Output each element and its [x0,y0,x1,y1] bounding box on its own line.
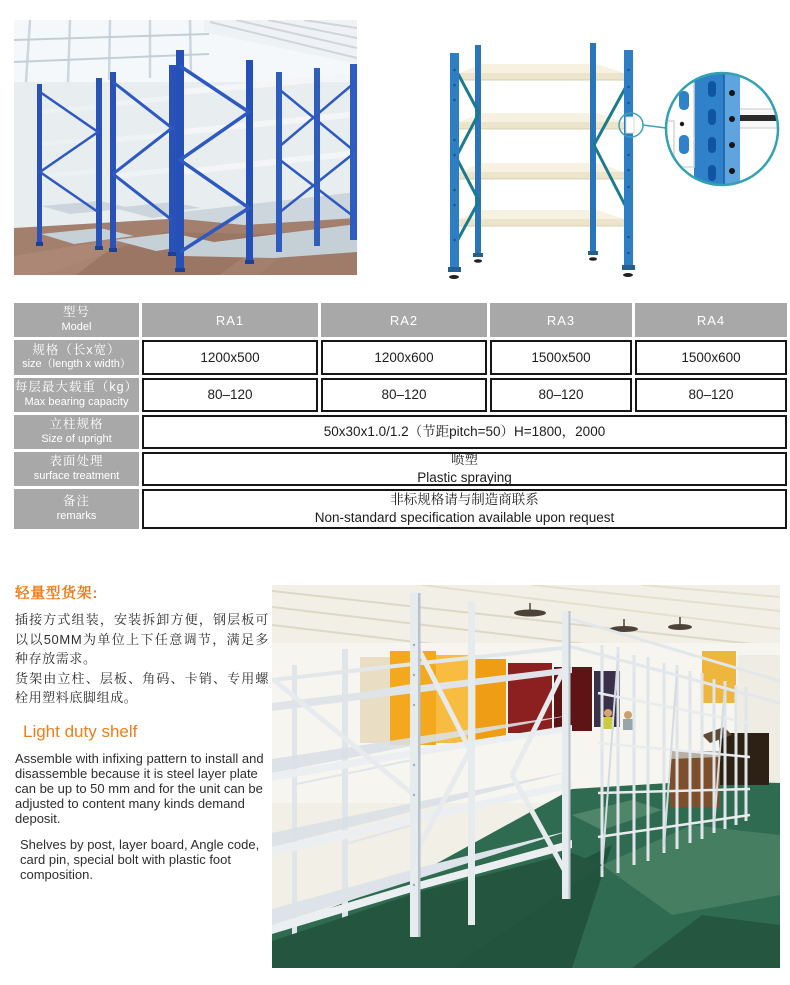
surface-value-zh: 喷塑 [451,452,478,468]
row-label-size [14,340,139,375]
row-label-remarks-zh: 备注 [62,494,90,509]
row-label-remarks-en: remarks [56,509,97,522]
row-label-capacity [14,378,139,412]
model-header-ra4: RA4 [635,303,787,337]
factory-racks-photo [272,585,780,968]
chinese-description [15,582,269,708]
remarks-value-zh: 非标规格请与制造商联系 [390,492,539,508]
row-label-model [14,303,139,337]
row-label-model-en: Model [61,320,92,333]
factory-racks-illustration [272,585,780,968]
row-label-size-en: size（length x width） [22,358,131,371]
capacity-value-ra2: 80–120 [321,378,487,412]
row-label-size-zh: 规格（长x宽） [32,342,121,357]
row-label-upright-zh: 立柱规格 [49,417,104,432]
window-band [14,20,357,82]
row-label-surface [14,452,139,486]
capacity-value-ra4: 80–120 [635,378,787,412]
english-heading: Light duty shelf [23,722,138,741]
chinese-paragraph-1: 插接方式组装，安装拆卸方便，钢层板可以以50MM为单位上下任意调节，满足多种存放需求。 [15,612,269,666]
row-label-capacity-en: Max bearing capacity [24,395,129,408]
model-header-ra1: RA1 [142,303,318,337]
chinese-paragraph-2: 货架由立柱、层板、角码、卡销、专用螺栓用塑料底脚组成。 [15,670,269,705]
warehouse-racks-illustration [14,20,357,275]
remarks-value-en: Non-standard specification available upon request [314,510,615,525]
capacity-value-ra3: 80–120 [490,378,632,412]
row-label-capacity-zh: 每层最大载重（kg） [14,380,139,395]
row-label-upright-en: Size of upright [41,432,112,445]
row-label-upright [14,415,139,449]
model-header-ra3: RA3 [490,303,632,337]
chinese-heading: 轻量型货架: [15,586,99,602]
warehouse-racks-photo [14,20,357,275]
surface-value [142,452,787,486]
surface-value-en: Plastic spraying [417,470,512,485]
row-label-model-zh: 型号 [62,305,90,320]
english-description [15,722,265,893]
upright-value: 50x30x1.0/1.2（节距pitch=50）H=1800，2000 [142,415,787,449]
size-value-ra4: 1500x600 [635,340,787,375]
model-header-ra2: RA2 [321,303,487,337]
english-paragraph-2: Shelves by post, layer board, Angle code, card pin, special bolt with plastic foot composition. [20,837,260,882]
english-paragraph-1: Assemble with infixing pattern to install and disassemble because it is steel layer plate can be up to 50 mm and for the unit can be adjusted to content many kinds demand deposit. [15,751,264,826]
row-label-surface-en: surface treatment [33,469,120,482]
size-value-ra3: 1500x500 [490,340,632,375]
spec-table [14,303,787,529]
size-value-ra2: 1200x600 [321,340,487,375]
remarks-value [142,489,787,529]
row-label-surface-zh: 表面处理 [49,454,104,469]
capacity-value-ra1: 80–120 [142,378,318,412]
size-value-ra1: 1200x500 [142,340,318,375]
row-label-remarks [14,489,139,529]
shelf-unit-illustration [420,25,790,290]
shelf-unit-diagram [420,25,790,290]
